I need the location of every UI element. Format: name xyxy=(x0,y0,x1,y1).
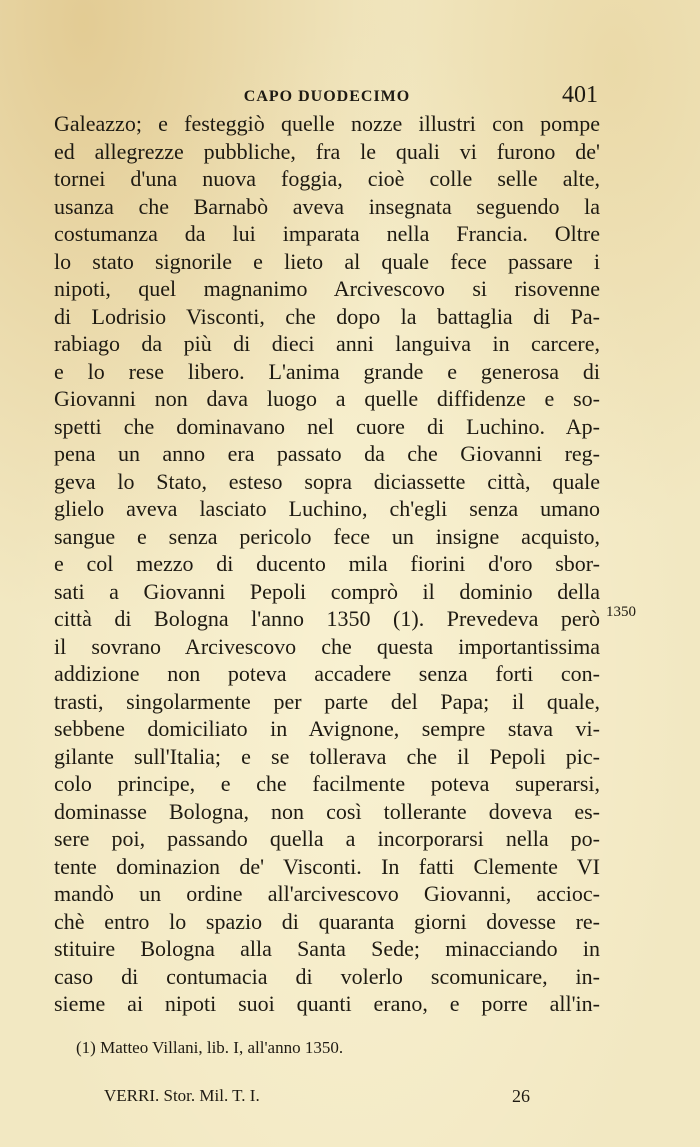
text-line: tente dominazion de' Visconti. In fatti Clemente VI xyxy=(54,853,600,879)
text-line: sati a Giovanni Pepoli comprò il dominio della xyxy=(54,578,600,604)
text-line: spetti che dominavano nel cuore di Luchino. Ap- xyxy=(54,413,600,439)
text-line: Giovanni non dava luogo a quelle diffidenze e so- xyxy=(54,386,600,411)
text-line: pena un anno era passato da che Giovanni reg- xyxy=(54,441,600,466)
text-line: colo principe, e che facilmente poteva superarsi, xyxy=(54,771,600,796)
signature-number: 26 xyxy=(512,1086,530,1106)
text-line: tornei d'una nuova foggia, cioè colle selle alte, xyxy=(54,166,600,191)
text-line: città di Bologna l'anno 1350 (1). Prevedeva però xyxy=(54,606,600,631)
printer-signature: VERRI. Stor. Mil. T. I. xyxy=(104,1086,260,1105)
text-line: sangue e senza pericolo fece un insigne acquisto, xyxy=(54,523,600,549)
text-line: costumanza da lui imparata nella Francia. Oltre xyxy=(54,221,600,246)
text-line: rabiago da più di dieci anni languiva in carcere, xyxy=(54,331,600,356)
text-line: e col mezzo di ducento mila fiorini d'oro sbor- xyxy=(54,551,600,576)
margin-year-note: 1350 xyxy=(606,604,636,620)
text-line: chè entro lo spazio di quaranta giorni dovesse re- xyxy=(54,908,600,934)
text-line: geva lo Stato, esteso sopra diciassette città, quale xyxy=(54,468,600,494)
text-line: gilante sull'Italia; e se tollerava che il Pepoli pic- xyxy=(54,743,600,769)
text-line: e lo rese libero. L'anima grande e generosa di xyxy=(54,358,600,384)
page-number: 401 xyxy=(562,82,598,108)
text-line: dominasse Bologna, non così tollerante doveva es- xyxy=(54,798,600,824)
text-line: mandò un ordine all'arcivescovo Giovanni, accioc- xyxy=(54,881,600,906)
text-line: caso di contumacia di volerlo scomunicare, in- xyxy=(54,963,600,989)
text-line: sieme ai nipoti suoi quanti erano, e porre all'in- xyxy=(54,991,600,1016)
footnote: (1) Matteo Villani, lib. I, all'anno 1350. xyxy=(76,1038,344,1057)
text-line: sebbene domiciliato in Avignone, sempre stava vi- xyxy=(54,716,600,741)
text-line: lo stato signorile e lieto al quale fece passare i xyxy=(54,248,600,274)
text-line: di Lodrisio Visconti, che dopo la battaglia di Pa- xyxy=(54,303,600,329)
text-line: ed allegrezze pubbliche, fra le quali vi furono de' xyxy=(54,138,600,164)
text-line: glielo aveva lasciato Luchino, ch'egli senza umano xyxy=(54,496,600,521)
text-line: il sovrano Arcivescovo che questa importantissima xyxy=(54,633,600,659)
text-line: sere poi, passando quella a incorporarsi nella po- xyxy=(54,826,600,851)
text-line: nipoti, quel magnanimo Arcivescovo si risovenne xyxy=(54,276,600,301)
text-line: trasti, singolarmente per parte del Papa; il quale, xyxy=(54,688,600,714)
body-text xyxy=(54,110,600,1018)
running-title: CAPO DUODECIMO xyxy=(243,88,411,105)
text-line: usanza che Barnabò aveva insegnata seguendo la xyxy=(54,193,600,219)
text-line: Galeazzo; e festeggiò quelle nozze illustri con pompe xyxy=(54,111,600,136)
text-line: addizione non poteva accadere senza forti con- xyxy=(54,661,600,686)
text-line: stituire Bologna alla Santa Sede; minacciando in xyxy=(54,936,600,961)
